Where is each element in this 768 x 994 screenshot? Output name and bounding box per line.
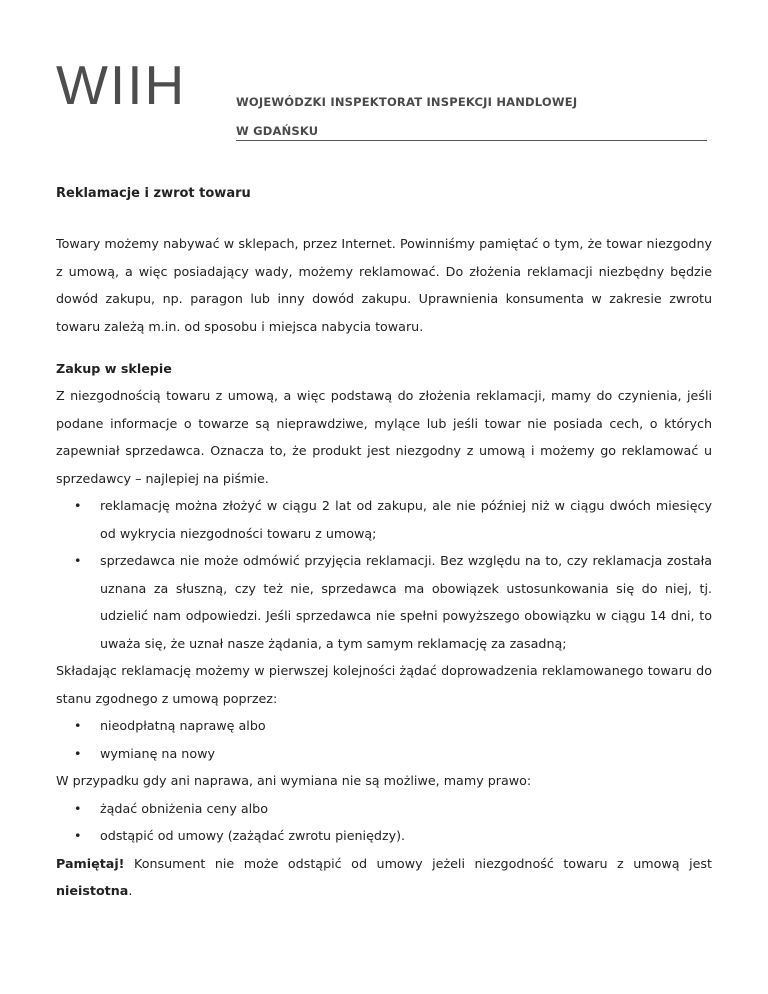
rules-list xyxy=(56,492,712,657)
list-item: • żądać obniżenia ceny albo xyxy=(56,795,712,823)
header-rule xyxy=(236,140,707,141)
document-title: Reklamacje i zwrot towaru xyxy=(56,186,251,201)
list-item: • nieodpłatną naprawę albo xyxy=(56,712,712,740)
list-item: • sprzedawca nie może odmówić przyjęcia reklamacji. Bez względu na to, czy reklamacja została uznana za słuszną, czy też nie, sprzedawca ma obowiązek ustosunkowania się do niej, tj. udzielić nam odpowiedzi. Jeśli sprzedawca nie spełni powyższego obowiązku w ciągu 14 dni, to uważa się, że uznał nasze żądania, a tym samym reklamację za zasadną; xyxy=(56,547,712,657)
remedies-list xyxy=(56,712,712,767)
list-item: • wymianę na nowy xyxy=(56,740,712,768)
institution-name: WOJEWÓDZKI INSPEKTORAT INSPEKCJI HANDLOWEJ xyxy=(236,95,578,109)
remedies-paragraph: Składając reklamację możemy w pierwszej kolejności żądać doprowadzenia reklamowanego towaru do stanu zgodnego z umową poprzez: xyxy=(56,663,712,706)
remember-label: Pamiętaj! xyxy=(56,855,125,871)
intro-paragraph: Towary możemy nabywać w sklepach, przez Internet. Powinniśmy pamiętać o tym, że towar niezgodny z umową, a więc posiadający wady, możemy reklamować. Do złożenia reklamacji niezbędny będzie dowód zakupu, np. paragon lub inny dowód zakupu. Uprawnienia konsumenta w zakresie zwrotu towaru zależą m.in. od sposobu i miejsca nabycia towaru. xyxy=(56,236,712,334)
fallback-list xyxy=(56,795,712,850)
remember-text: Konsument nie może odstąpić od umowy jeżeli niezgodność towaru z umową jest xyxy=(124,855,712,871)
fallback-paragraph: W przypadku gdy ani naprawa, ani wymiana nie są możliwe, mamy prawo: xyxy=(56,773,532,788)
document-body xyxy=(56,180,712,905)
list-item: • odstąpić od umowy (zażądać zwrotu pieniędzy). xyxy=(56,822,712,850)
list-item: • reklamację można złożyć w ciągu 2 lat od zakupu, ale nie później niż w ciągu dwóch miesięcy od wykrycia niezgodności towaru z umową; xyxy=(56,492,712,547)
institution-city: W GDAŃSKU xyxy=(236,124,319,138)
remember-note xyxy=(56,850,712,905)
logo: WIIH xyxy=(56,54,187,116)
section-paragraph: Z niezgodnością towaru z umową, a więc podstawą do złożenia reklamacji, mamy do czynienia, jeśli podane informacje o towarze są nieprawdziwe, mylące lub jeśli towar nie posiada cech, o których zapewniał sprzedawca. Oznacza to, że produkt jest niezgodny z umową i możemy go reklamować u sprzedawcy – najlepiej na piśmie. xyxy=(56,388,712,486)
section-title: Zakup w sklepie xyxy=(56,361,172,376)
remember-end: . xyxy=(128,883,133,898)
remember-emphasis: nieistotna xyxy=(56,883,129,898)
